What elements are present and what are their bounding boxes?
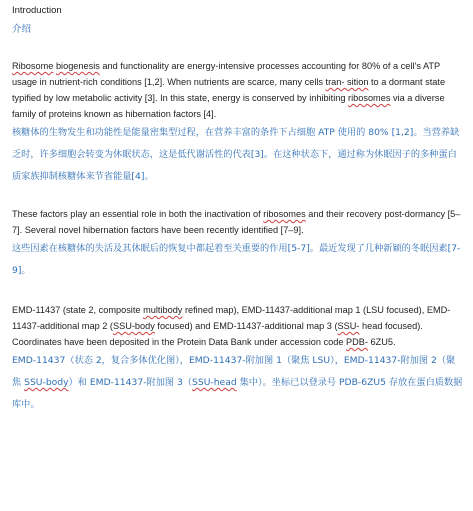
spellcheck-word: biogenesis xyxy=(55,61,100,71)
text-run: EMD-11437 (state 2, composite xyxy=(12,305,144,315)
spellcheck-word: SSU-body xyxy=(112,321,155,331)
spellcheck-word: PDB- xyxy=(346,337,368,347)
text-run: to a dormant state typified by low metabolic activity [3]. In this state, energy is conserved by inhibiting xyxy=(12,77,446,103)
spellcheck-word: ribosomes xyxy=(348,93,391,103)
text-run: and functionality are energy-intensive processes accounting for 80% of a cell’s ATP usage in nutrient-rich conditions [1,2]. When nutrients are scarce, many cells xyxy=(12,61,441,87)
spellcheck-word: SSU-head xyxy=(192,377,237,388)
text-run: These factors play an essential role in both the inactivation of xyxy=(12,209,264,219)
section-heading-zh: 介绍 xyxy=(12,24,32,35)
paragraph-3-zh xyxy=(12,350,464,416)
text-run: head focused). Coordinates have been deposited in the Protein Data Bank under accession code xyxy=(12,321,423,347)
spacer xyxy=(12,282,464,302)
spacer xyxy=(12,38,464,58)
text-run: refined map), EMD-11437-additional map 1 (LSU focused), EMD-11437-additional map 2 ( xyxy=(12,305,451,331)
spellcheck-word: tran- sition xyxy=(325,77,369,87)
section-heading-en: Introduction xyxy=(12,5,62,16)
paragraph-2-zh: 这些因素在核糖体的失活及其休眠后的恢复中都起着至关重要的作用[5-7]。最近发现了几种新颖的冬眠因素[7-9]。 xyxy=(12,243,461,276)
spellcheck-word: multibody xyxy=(143,305,183,315)
document-page xyxy=(12,4,464,416)
paragraph-1-en xyxy=(12,58,464,122)
paragraph-3-en xyxy=(12,302,464,350)
paragraph-1-zh: 核糖体的生物发生和功能性是能量密集型过程，在营养丰富的条件下占细胞 ATP 使用的 80% [1,2]。当营养缺乏时，许多细胞会转变为休眠状态，这是低代谢活性的代表[3]。在这种状态下，通过称为休眠因子的多种蛋白质家族抑制核糖体来节省能量[4]。 xyxy=(12,127,460,182)
spellcheck-word: Ribosome xyxy=(12,61,54,71)
text-run: ）和 EMD-11437-附加图 3（ xyxy=(68,377,193,388)
spellcheck-word: SSU- xyxy=(337,321,360,331)
text-run: and their recovery post-dormancy [5–7]. Several novel hibernation factors have been recently identified [7–9]. xyxy=(12,209,461,235)
text-run: 集中）。坐标已以登录号 PDB-6ZU5 存放在蛋白质数据库中。 xyxy=(12,377,463,410)
text-run: via a diverse family of proteins known as hibernation factors [4]. xyxy=(12,93,445,119)
spellcheck-word: SSU-body xyxy=(24,377,69,388)
paragraph-2-en xyxy=(12,206,464,238)
spacer xyxy=(12,188,464,206)
spellcheck-word: ribosomes xyxy=(263,209,306,219)
text-run: 6ZU5. xyxy=(368,337,396,347)
text-run: focused) and EMD-11437-additional map 3 ( xyxy=(154,321,338,331)
text-run: EMD-11437（状态 2，复合多体优化图），EMD-11437-附加图 1（聚焦 LSU），EMD-11437-附加图 2（聚焦 xyxy=(12,355,456,388)
